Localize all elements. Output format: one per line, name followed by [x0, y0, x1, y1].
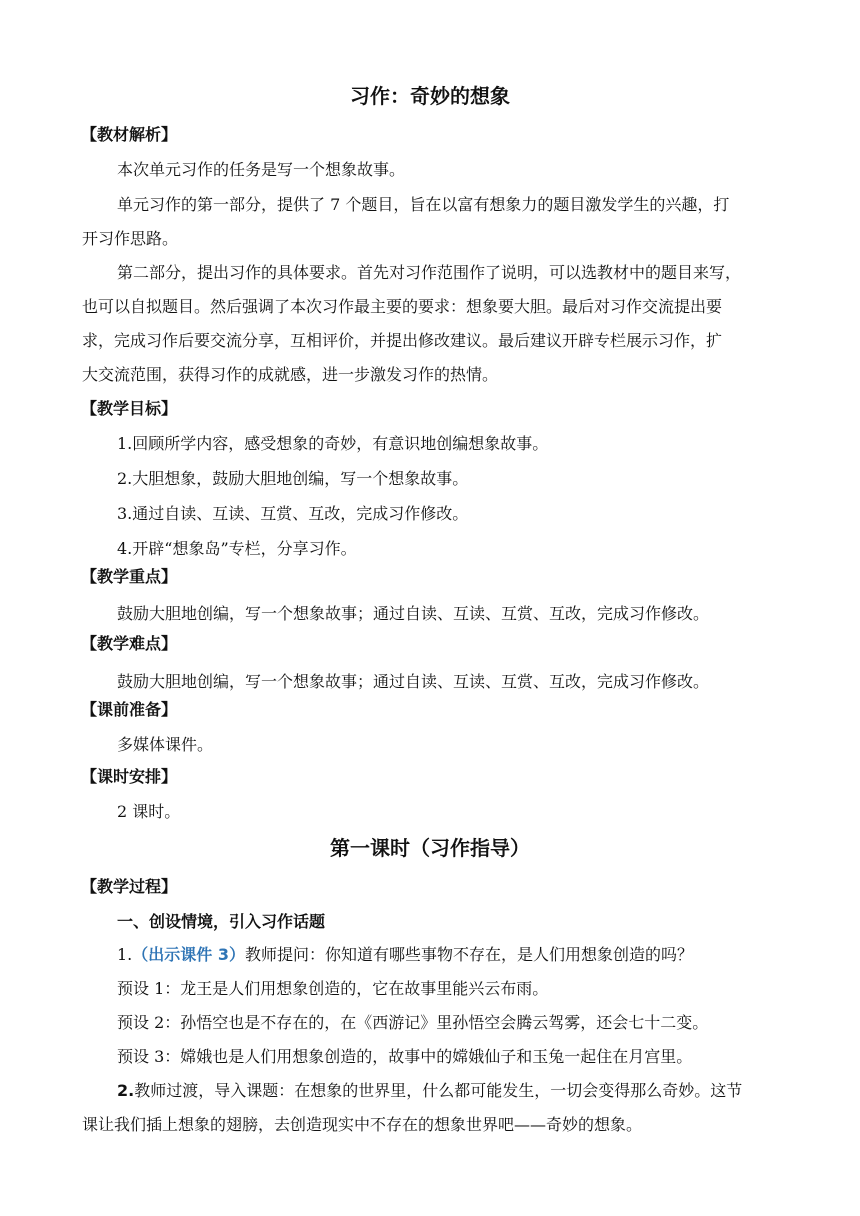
heading-key: 【教学重点】: [81, 567, 178, 586]
goal-item: 2.大胆想象，鼓励大胆地创编，写一个想象故事。: [117, 469, 469, 488]
preset-line: 预设 3：嫦娥也是人们用想象创造的，故事中的嫦娥仙子和玉兔一起住在月宫里。: [117, 1047, 693, 1066]
prep-text: 多媒体课件。: [117, 735, 214, 754]
paragraph-line: 课让我们插上想象的翅膀，去创造现实中不存在的想象世界吧——奇妙的想象。: [82, 1115, 643, 1134]
item-number: 1.: [117, 945, 133, 964]
heading-process: 【教学过程】: [81, 877, 178, 896]
paragraph-line: 本次单元习作的任务是写一个想象故事。: [117, 160, 406, 179]
paragraph-line: 单元习作的第一部分，提供了 7 个题目，旨在以富有想象力的题目激发学生的兴趣，打: [117, 195, 730, 214]
paragraph-line: 第二部分，提出习作的具体要求。首先对习作范围作了说明，可以选教材中的题目来写，: [117, 263, 742, 282]
goal-item: 3.通过自读、互读、互赏、互改，完成习作修改。: [117, 504, 469, 523]
paragraph-line: 求，完成习作后要交流分享，互相评价，并提出修改建议。最后建议开辟专栏展示习作，扩: [82, 331, 723, 350]
step-item-1: [117, 944, 693, 966]
paragraph-line: 开习作思路。: [82, 229, 179, 248]
preset-line: 预设 1：龙王是人们用想象创造的，它在故事里能兴云布雨。: [117, 979, 549, 998]
lesson-title: 第一课时（习作指导）: [330, 836, 530, 860]
item-text: 教师过渡，导入课题：在想象的世界里，什么都可能发生，一切会变得那么奇妙。这节: [134, 1081, 743, 1100]
heading-analysis: 【教材解析】: [81, 125, 178, 144]
heading-difficulty: 【教学难点】: [81, 634, 178, 653]
heading-goals: 【教学目标】: [81, 399, 178, 418]
goal-item: 1.回顾所学内容，感受想象的奇妙，有意识地创编想象故事。: [117, 434, 549, 453]
key-text: 鼓励大胆地创编，写一个想象故事；通过自读、互读、互赏、互改，完成习作修改。: [117, 604, 710, 623]
heading-prep: 【课前准备】: [81, 700, 178, 719]
item-text: 教师提问：你知道有哪些事物不存在，是人们用想象创造的吗？: [244, 945, 693, 964]
step-heading: 一、创设情境，引入习作话题: [117, 912, 326, 931]
item-number: 2.: [117, 1081, 135, 1100]
paragraph-line: 也可以自拟题目。然后强调了本次习作最主要的要求：想象要大胆。最后对习作交流提出要: [82, 297, 723, 316]
paragraph-line: 大交流范围，获得习作的成就感，进一步激发习作的热情。: [82, 365, 499, 384]
preset-line: 预设 2：孙悟空也是不存在的，在《西游记》里孙悟空会腾云驾雾，还会七十二变。: [117, 1013, 709, 1032]
courseware-label: （出示课件 3）: [132, 945, 245, 964]
step-item-2: [117, 1080, 742, 1102]
page-title: 习作：奇妙的想象: [350, 84, 510, 108]
heading-schedule: 【课时安排】: [81, 767, 178, 786]
schedule-text: 2 课时。: [117, 802, 181, 821]
difficulty-text: 鼓励大胆地创编，写一个想象故事；通过自读、互读、互赏、互改，完成习作修改。: [117, 672, 710, 691]
goal-item: 4.开辟“想象岛”专栏，分享习作。: [117, 539, 357, 558]
